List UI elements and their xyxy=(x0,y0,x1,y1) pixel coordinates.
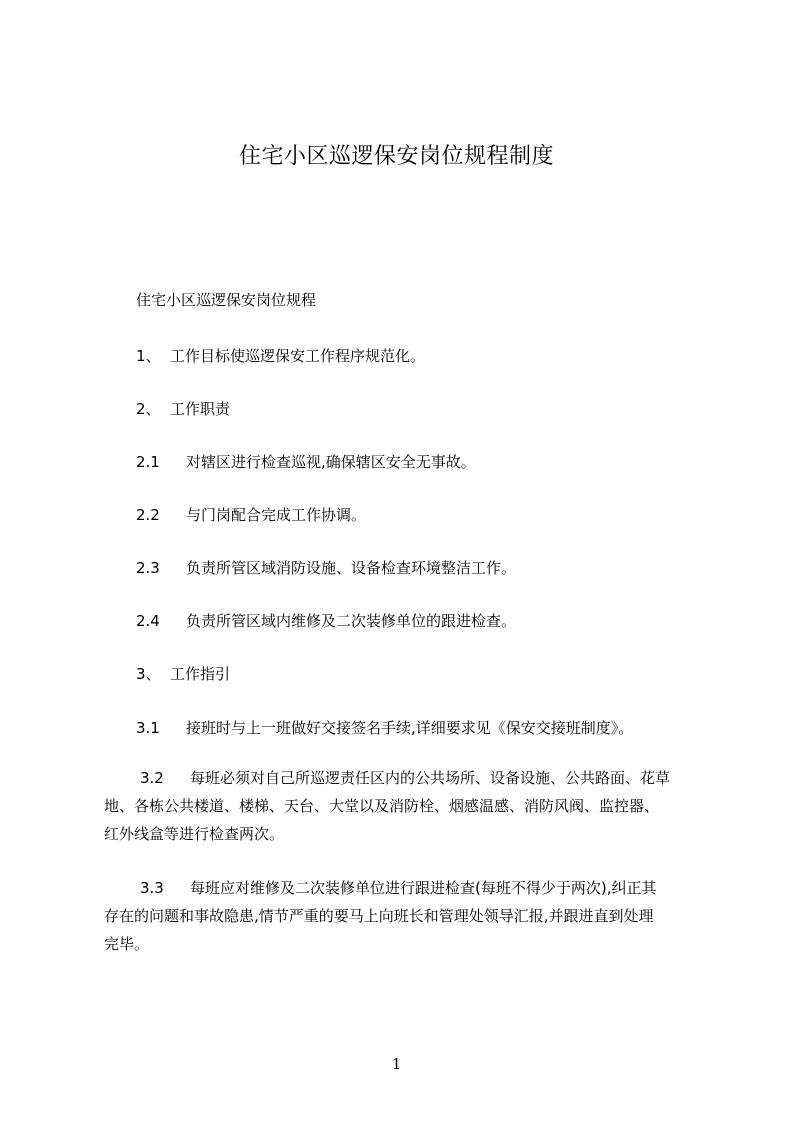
document-subtitle: 住宅小区巡逻保安岗位规程 xyxy=(136,291,317,309)
paragraph-line xyxy=(104,874,704,902)
section-1 xyxy=(136,346,425,366)
section-text: 工作目标使巡逻保安工作程序规范化。 xyxy=(170,347,426,365)
section-text: 与门岗配合完成工作协调。 xyxy=(186,506,367,524)
section-number: 2.3 xyxy=(136,559,160,577)
section-2-3 xyxy=(136,558,516,578)
section-text: 接班时与上一班做好交接签名手续,详细要求见《保安交接班制度》。 xyxy=(186,719,634,737)
section-text: 工作职责 xyxy=(170,400,231,418)
section-text: 对辖区进行检查巡视,确保辖区安全无事故。 xyxy=(186,453,476,471)
section-number: 1、 xyxy=(136,347,161,365)
section-number: 3.3 xyxy=(140,879,164,897)
section-number: 2.1 xyxy=(136,453,160,471)
section-3 xyxy=(136,664,230,684)
section-2-4 xyxy=(136,611,516,631)
paragraph-text: 每班必须对自己所巡逻责任区内的公共场所、设备设施、公共路面、花草 xyxy=(190,769,671,787)
paragraph-line xyxy=(104,764,704,792)
paragraph-line xyxy=(104,930,704,958)
paragraph-3-2 xyxy=(104,764,704,848)
paragraph-text: 每班应对维修及二次装修单位进行跟进检查(每班不得少于两次),纠正其 xyxy=(190,879,657,897)
section-number: 2.2 xyxy=(136,506,160,524)
page-number: 1 xyxy=(391,1055,402,1073)
paragraph-line xyxy=(104,902,704,930)
section-number: 3.1 xyxy=(136,719,160,737)
section-text: 负责所管区域消防设施、设备检查环境整洁工作。 xyxy=(186,559,517,577)
section-number: 3、 xyxy=(136,665,161,683)
section-3-1 xyxy=(136,718,633,738)
paragraph-3-3 xyxy=(104,874,704,958)
section-2-1 xyxy=(136,452,476,472)
paragraph-text: 存在的问题和事故隐患,情节严重的要马上向班长和管理处领导汇报,并跟进直到处理 xyxy=(104,907,654,925)
section-number: 2.4 xyxy=(136,612,160,630)
section-number: 3.2 xyxy=(140,769,164,787)
section-2-2 xyxy=(136,505,366,525)
section-text: 工作指引 xyxy=(170,665,231,683)
paragraph-line xyxy=(104,820,704,848)
section-text: 负责所管区域内维修及二次装修单位的跟进检查。 xyxy=(186,612,517,630)
section-2 xyxy=(136,399,230,419)
document-title: 住宅小区巡逻保安岗位规程制度 xyxy=(238,144,554,169)
paragraph-text: 完毕。 xyxy=(104,935,150,953)
paragraph-text: 地、各栋公共楼道、楼梯、天台、大堂以及消防栓、烟感温感、消防风阀、监控器、 xyxy=(104,797,660,815)
section-number: 2、 xyxy=(136,400,161,418)
paragraph-line xyxy=(104,792,704,820)
paragraph-text: 红外线盒等进行检查两次。 xyxy=(104,825,285,843)
